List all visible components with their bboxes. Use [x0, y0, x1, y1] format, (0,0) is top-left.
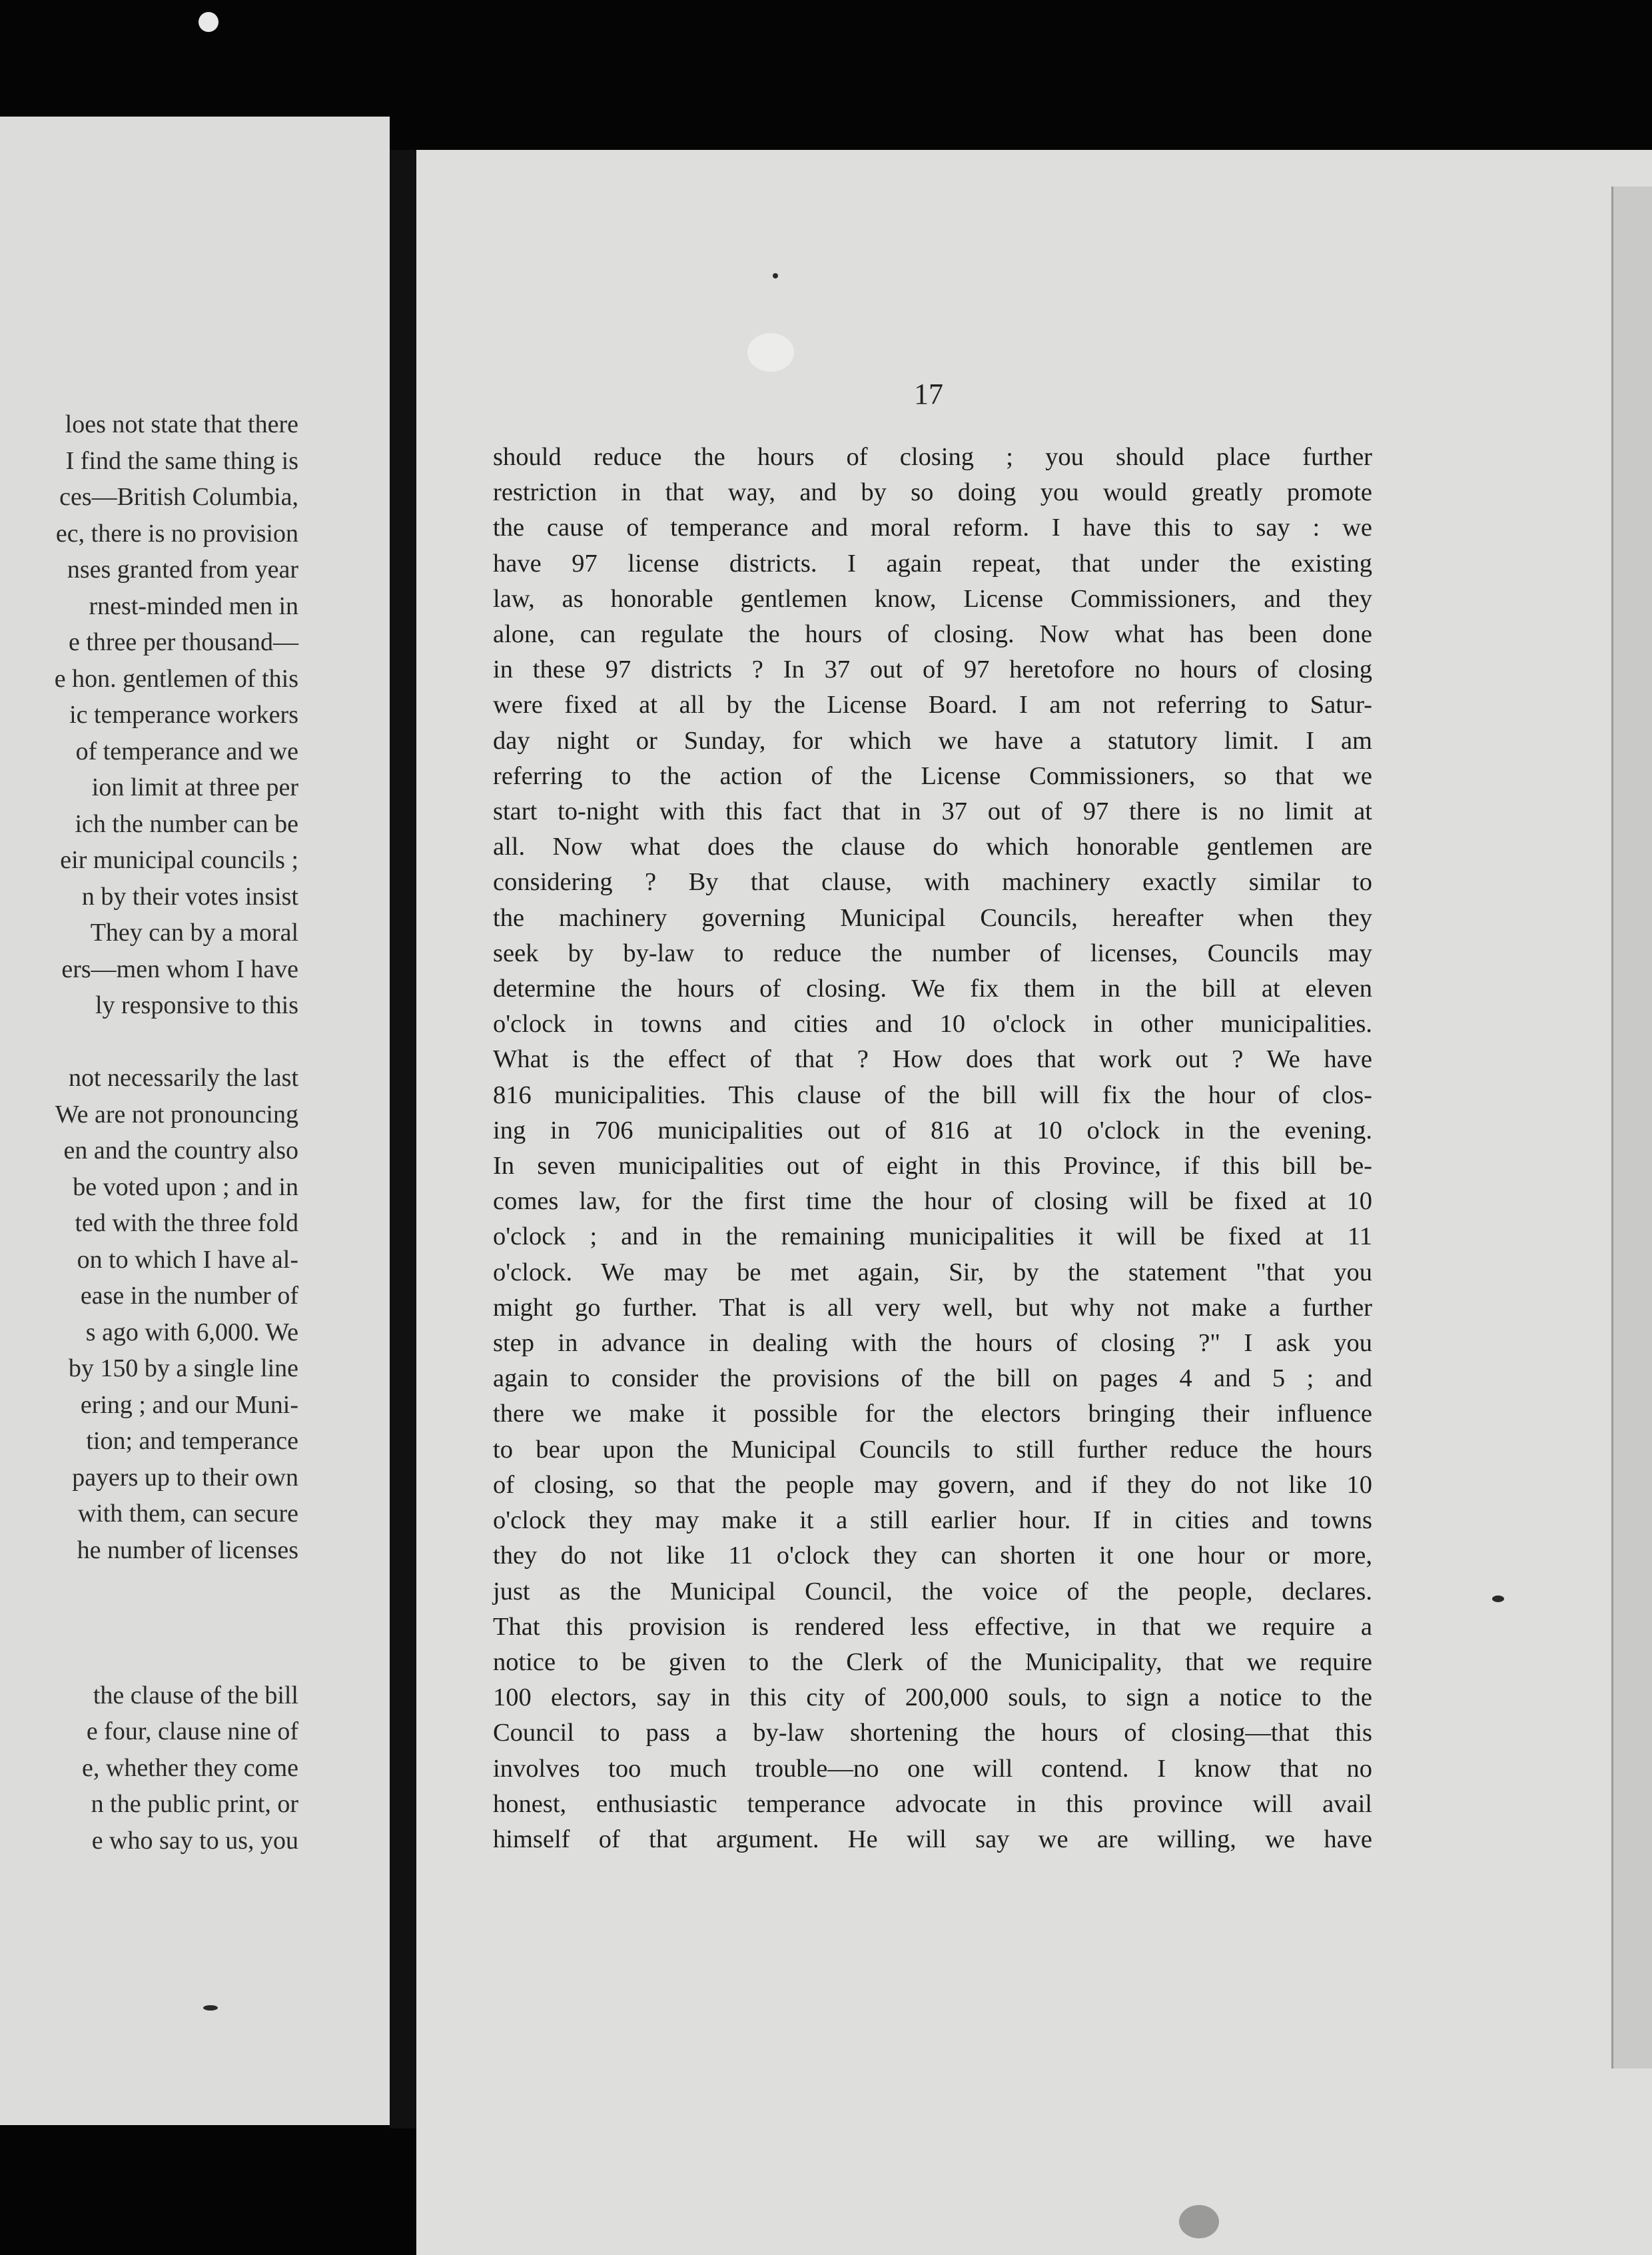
text-line: should reduce the hours of closing ; you should place further [493, 443, 1372, 471]
text-line: e three per thousand— [68, 628, 298, 656]
text-line: just as the Municipal Council, the voice of the people, declares. [493, 1577, 1372, 1605]
text-line: the cause of temperance and moral reform. I have this to say : we [493, 514, 1372, 542]
text-line: e, whether they come [82, 1753, 298, 1782]
text-line: involves too much trouble—no one will contend. I know that no [493, 1754, 1372, 1783]
text-line: s ago with 6,000. We [85, 1318, 298, 1346]
text-line: on to which I have al- [77, 1245, 298, 1274]
text-line: of temperance and we [75, 737, 298, 765]
book-gutter [390, 150, 416, 2128]
text-line: again to consider the provisions of the bill on pages 4 and 5 ; and [493, 1364, 1372, 1393]
text-line: referring to the action of the License Commissioners, so that we [493, 761, 1372, 790]
text-line: ering ; and our Muni- [80, 1390, 298, 1419]
text-line: in these 97 districts ? In 37 out of 97 heretofore no hours of closing [493, 656, 1372, 684]
text-line: himself of that argument. He will say we are willing, we have [493, 1825, 1372, 1853]
text-line: payers up to their own [72, 1463, 298, 1492]
text-line: They can by a moral [90, 919, 298, 947]
blank-line [0, 1605, 298, 1641]
text-line: e who say to us, you [91, 1826, 298, 1855]
text-line: alone, can regulate the hours of closing. Now what has been done [493, 620, 1372, 649]
text-line: start to-night with this fact that in 37 out of 97 there is no limit at [493, 797, 1372, 826]
text-line: by 150 by a single line [68, 1354, 298, 1382]
text-line: o'clock they may make it a still earlier hour. If in cities and towns [493, 1506, 1372, 1535]
body-text [493, 440, 1372, 1857]
text-line: with them, can secure [77, 1500, 298, 1528]
blank-line [0, 1024, 298, 1061]
dust-speck [199, 12, 218, 32]
text-line: ing in 706 municipalities out of 816 at 10 o'clock in the evening. [493, 1116, 1372, 1144]
text-line: o'clock. We may be met again, Sir, by the statement "that you [493, 1258, 1372, 1286]
text-line: I find the same thing is [65, 446, 298, 475]
text-line: tion; and temperance [86, 1427, 298, 1455]
text-line: ers—men whom I have [61, 955, 298, 983]
text-line: That this provision is rendered less effective, in that we require a [493, 1612, 1372, 1641]
text-line: e hon. gentlemen of this [54, 664, 298, 693]
text-line: of closing, so that the people may govern, and if they do not like 10 [493, 1470, 1372, 1499]
text-line: e four, clause nine of [86, 1717, 298, 1745]
text-line: ted with the three fold [75, 1209, 298, 1237]
text-line: 100 electors, say in this city of 200,000 souls, to sign a notice to the [493, 1683, 1372, 1712]
text-line: ion limit at three per [91, 773, 298, 801]
text-line: there we make it possible for the electors bringing their influence [493, 1400, 1372, 1428]
text-line: the machinery governing Municipal Councils, hereafter when they [493, 903, 1372, 932]
text-line: he number of licenses [77, 1536, 298, 1564]
text-line: n the public print, or [91, 1790, 298, 1818]
facing-page-fragment [0, 117, 390, 2125]
text-line: In seven municipalities out of eight in this Province, if this bill be- [493, 1152, 1372, 1180]
text-line: eir municipal councils ; [60, 846, 298, 874]
text-line: might go further. That is all very well, but why not make a further [493, 1293, 1372, 1322]
text-line: not necessarily the last [68, 1064, 298, 1092]
text-line: rnest-minded men in [89, 592, 298, 620]
text-line: o'clock ; and in the remaining municipalities it will be fixed at 11 [493, 1222, 1372, 1251]
page-edge-shadow [1611, 187, 1652, 2068]
text-line: ces—British Columbia, [59, 483, 298, 511]
text-line: en and the country also [63, 1136, 298, 1164]
page-number: 17 [914, 378, 943, 410]
text-line: What is the effect of that ? How does that work out ? We have [493, 1045, 1372, 1074]
text-line: all. Now what does the clause do which honorable gentlemen are [493, 833, 1372, 861]
text-line: restriction in that way, and by so doing you would greatly promote [493, 478, 1372, 507]
dust-speck [1492, 1595, 1504, 1602]
text-line: have 97 license districts. I again repeat, that under the existing [493, 549, 1372, 578]
text-line: honest, enthusiastic temperance advocate in this province will avail [493, 1789, 1372, 1818]
text-line: n by their votes insist [81, 882, 298, 911]
text-line: to bear upon the Municipal Councils to still further reduce the hours [493, 1435, 1372, 1464]
text-line: law, as honorable gentlemen know, License Commissioners, and they [493, 584, 1372, 613]
blank-line [0, 1641, 298, 1677]
text-line: be voted upon ; and in [73, 1172, 298, 1201]
text-line: 816 municipalities. This clause of the bill will fix the hour of clos- [493, 1081, 1372, 1109]
text-line: seek by by-law to reduce the number of licenses, Councils may [493, 939, 1372, 967]
blank-line [0, 1568, 298, 1605]
text-line: the clause of the bill [93, 1681, 298, 1709]
dust-speck [1179, 2205, 1219, 2238]
dust-speck [747, 333, 794, 372]
dust-speck [773, 273, 778, 278]
text-line: loes not state that there [65, 410, 298, 438]
text-line: were fixed at all by the License Board. I am not referring to Satur- [493, 691, 1372, 719]
text-line: step in advance in dealing with the hours of closing ?" I ask you [493, 1329, 1372, 1358]
text-line: notice to be given to the Clerk of the Municipality, that we require [493, 1647, 1372, 1676]
text-line: o'clock in towns and cities and 10 o'clock in other municipalities. [493, 1010, 1372, 1039]
dust-speck [203, 2005, 218, 2011]
text-line: ic temperance workers [69, 701, 298, 729]
text-line: they do not like 11 o'clock they can shorten it one hour or more, [493, 1542, 1372, 1570]
text-line: We are not pronouncing [55, 1100, 298, 1128]
text-line: ich the number can be [75, 809, 298, 838]
text-line: Council to pass a by-law shortening the hours of closing—that this [493, 1719, 1372, 1747]
text-line: comes law, for the first time the hour of closing will be fixed at 10 [493, 1187, 1372, 1216]
text-line: day night or Sunday, for which we have a statutory limit. I am [493, 726, 1372, 755]
text-line: nses granted from year [67, 556, 298, 584]
text-line: ly responsive to this [95, 991, 298, 1019]
text-line: determine the hours of closing. We fix them in the bill at eleven [493, 975, 1372, 1003]
facing-page-text [0, 406, 298, 1859]
text-line: considering ? By that clause, with machinery exactly similar to [493, 868, 1372, 897]
text-line: ec, there is no provision [55, 519, 298, 548]
text-line: ease in the number of [80, 1282, 298, 1310]
